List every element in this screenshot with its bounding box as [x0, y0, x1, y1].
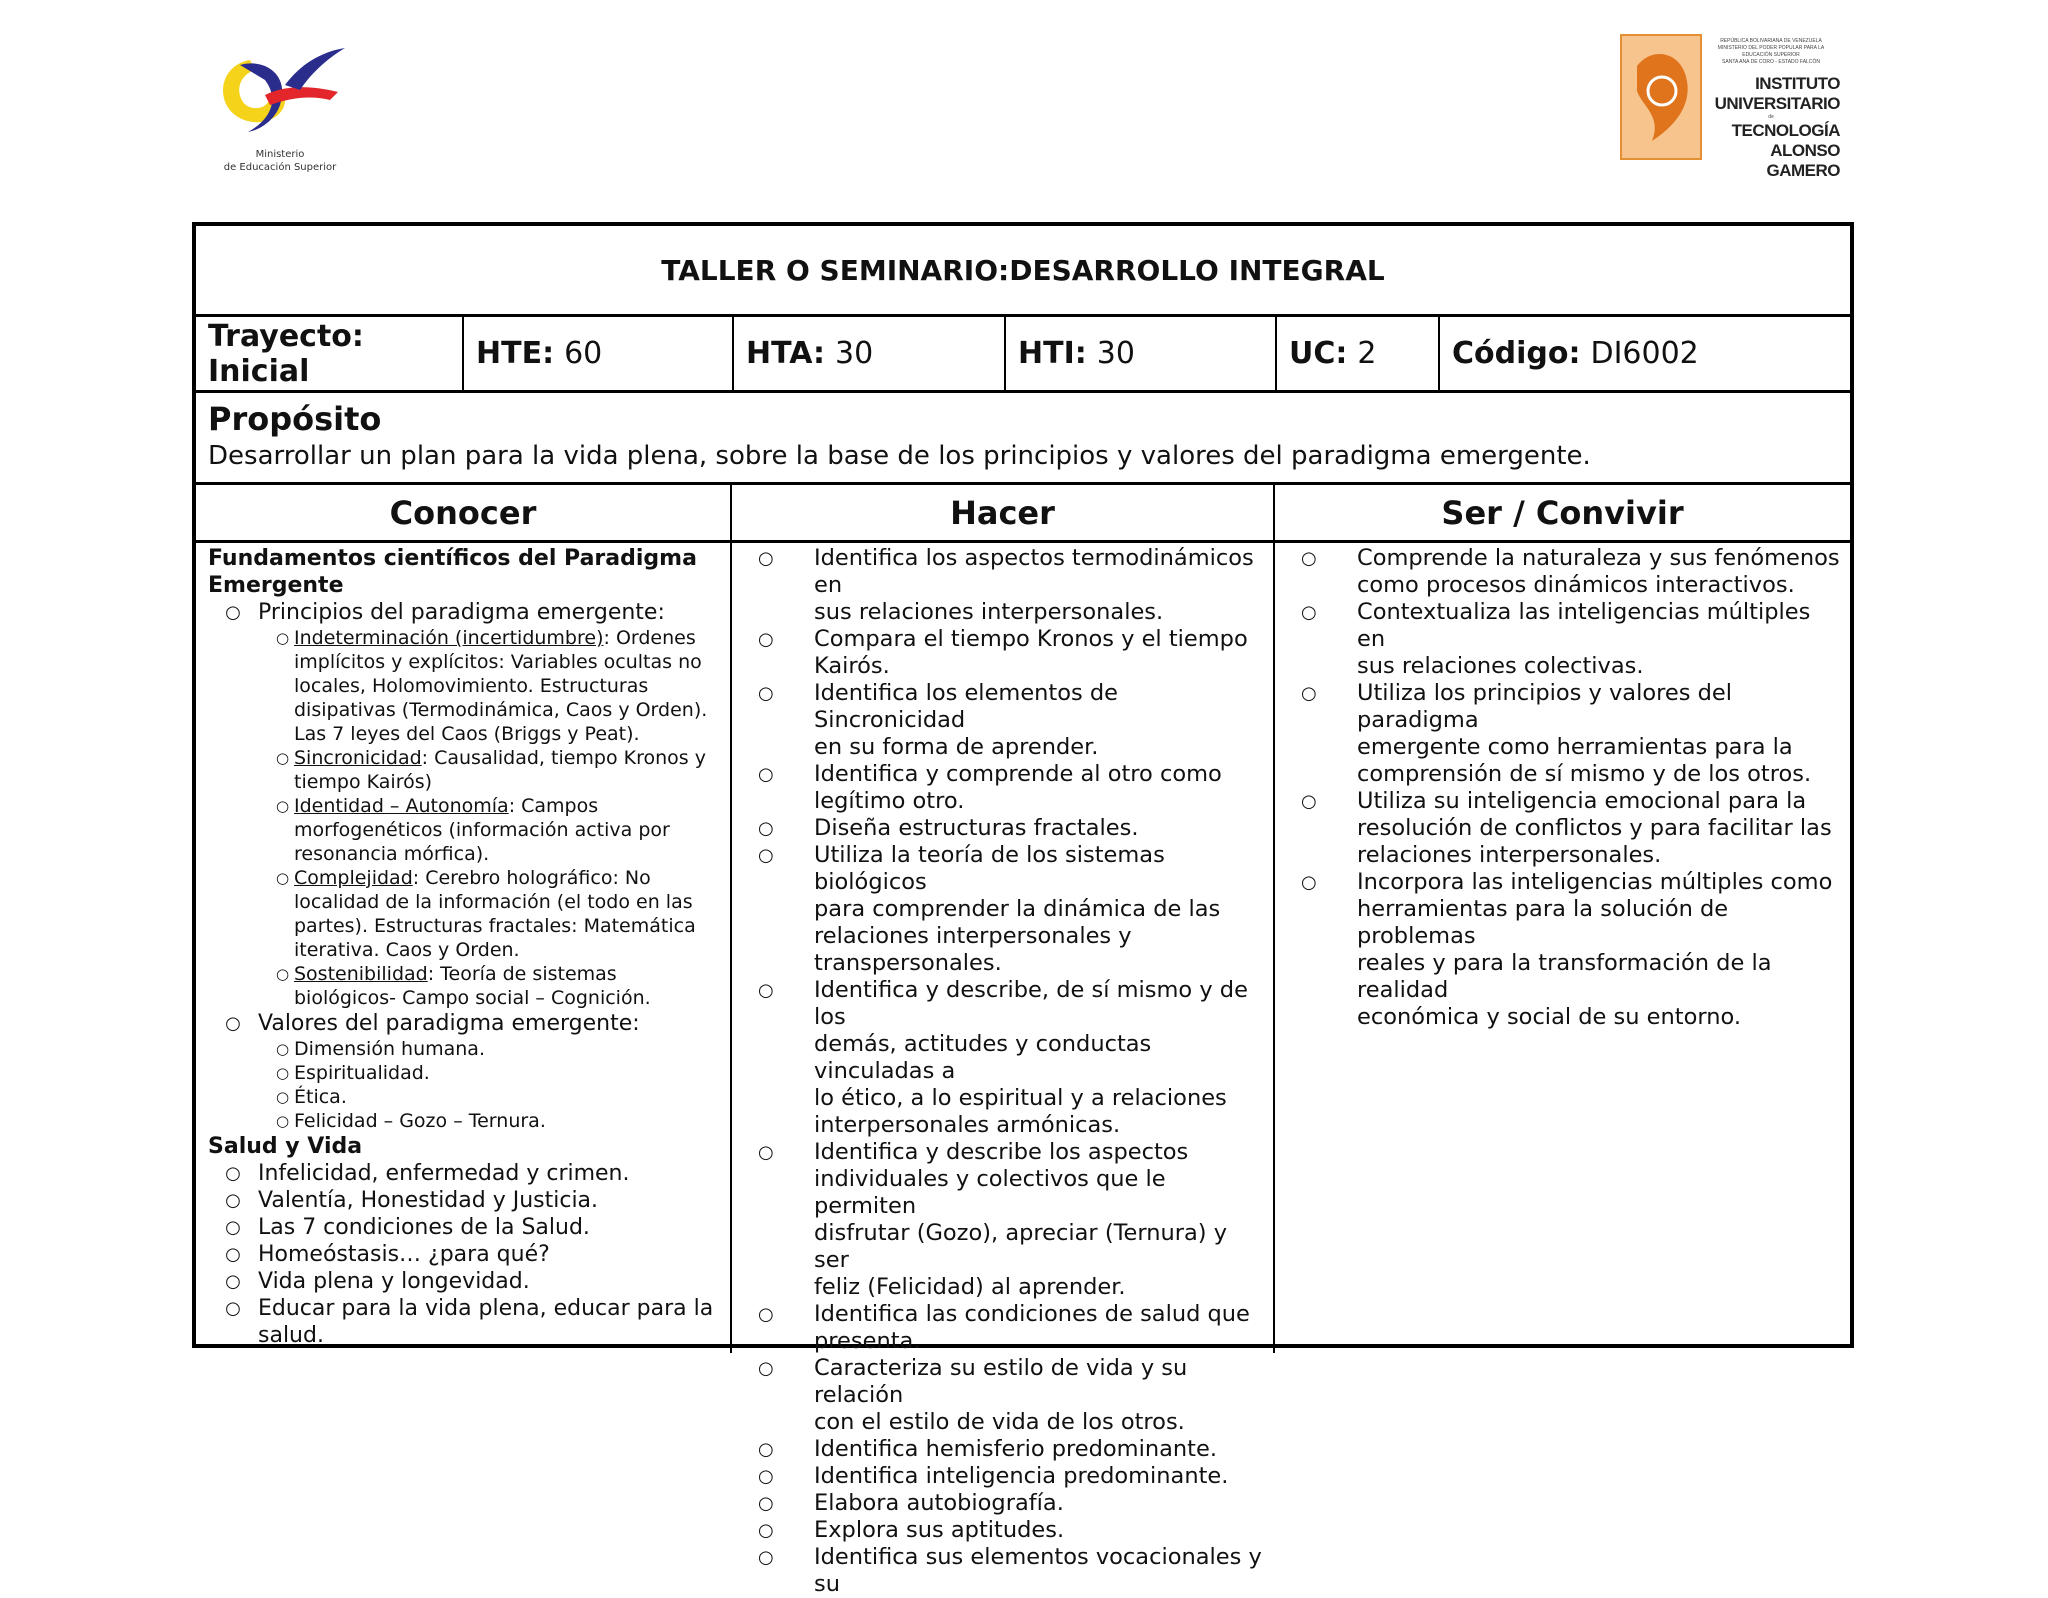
bullet-icon: ○	[225, 1244, 241, 1265]
instituto-logo	[1620, 34, 1840, 189]
ministerio-logo	[210, 40, 350, 185]
list-item	[744, 680, 1265, 761]
bullet-icon: ○	[758, 845, 774, 866]
bullet-icon: ○	[225, 602, 241, 623]
ministerio-emblem-icon	[210, 40, 350, 145]
list-item-text: Diseña estructuras fractales.	[814, 815, 1139, 841]
list-item: ○ Vida plena y longevidad.	[208, 1268, 722, 1295]
list-item-text: Identifica hemisferio predominante.	[814, 1436, 1217, 1462]
bullet-icon: ○	[225, 1013, 241, 1034]
list-item-text: Identifica los aspectos termodinámicos en sus relaciones interpersonales.	[814, 545, 1254, 625]
bullet-icon: ○	[758, 1493, 774, 1514]
section-heading: Fundamentos científicos del Paradigma	[208, 546, 697, 571]
list-item	[744, 761, 1265, 815]
list-item	[1287, 869, 1842, 1031]
sub-list-item: ○ Indeterminación (incertidumbre): Ordenes implícitos y explícitos: Variables ocultas no locales, Holomovimiento. Estructuras disipativas (Termodinámica, Caos y Orden). Las 7 leyes del Caos (Briggs y Peat).	[276, 627, 708, 745]
list-item	[744, 1301, 1265, 1355]
sub-list-item: ○ Complejidad: Cerebro holográfico: No localidad de la información (el todo en las partes). Estructuras fractales: Matemática iterativa. Caos y Orden.	[276, 867, 696, 961]
list-item: ○ Homeóstasis… ¿para qué?	[208, 1241, 722, 1268]
list-item	[1287, 599, 1842, 680]
bullet-icon: ○	[276, 749, 290, 767]
meta-hta: HTA: 30	[734, 317, 1006, 390]
sub-list-item: ○ Espiritualidad.	[276, 1062, 430, 1084]
bullet-icon: ○	[276, 1112, 290, 1130]
list-item	[744, 977, 1265, 1139]
list-item	[744, 1436, 1265, 1463]
section-heading: Salud y Vida	[208, 1134, 363, 1159]
list-item-text: Utiliza su inteligencia emocional para la resolución de conflictos y para facilitar las relaciones interpersonales.	[1357, 788, 1832, 868]
list-item: ○ Valentía, Honestidad y Justicia.	[208, 1187, 722, 1214]
list-item	[744, 815, 1265, 842]
list-item	[744, 1355, 1265, 1436]
meta-hte: HTE: 60	[464, 317, 734, 390]
list-item-text: Identifica y describe los aspectos individuales y colectivos que le permiten disfrutar (Gozo), apreciar (Ternura) y ser feliz (Felicidad) al aprender.	[814, 1139, 1228, 1300]
list-item-text: Identifica sus elementos vocacionales y su	[814, 1544, 1262, 1597]
bullet-icon: ○	[758, 1466, 774, 1487]
instituto-text: REPÚBLICA BOLIVARIANA DE VENEZUELA MINISTERIO DEL PODER POPULAR PARA LA EDUCACIÓN SUPERIOR SANTA ANA DE CORO - ESTADO FALCÓN INSTITUTO UNIVERSITARIO de TECNOLOGÍA ALONSO GAMERO	[1714, 38, 1840, 180]
bullet-icon: ○	[276, 1064, 290, 1082]
bullet-icon: ○	[1301, 602, 1317, 623]
list-item-text: Identifica y describe, de sí mismo y de los demás, actitudes y conductas vinculadas a lo ético, a lo espiritual y a relaciones interpersonales armónicas.	[814, 977, 1248, 1138]
list-item: ○ Educar para la vida plena, educar para la salud.	[208, 1295, 722, 1349]
list-item	[744, 1490, 1265, 1517]
bullet-icon: ○	[1301, 872, 1317, 893]
course-table	[192, 222, 1854, 1597]
bullet-icon: ○	[758, 548, 774, 569]
list-item	[1287, 680, 1842, 788]
instituto-emblem-icon	[1620, 34, 1702, 160]
content-row	[196, 543, 1850, 1597]
header-hacer: Hacer	[732, 485, 1275, 540]
proposito-text: Desarrollar un plan para la vida plena, sobre la base de los principios y valores del paradigma emergente.	[208, 441, 1591, 471]
header-ser-convivir: Ser / Convivir	[1441, 493, 1684, 532]
bullet-icon: ○	[276, 629, 290, 647]
bullet-icon: ○	[758, 629, 774, 650]
header-conocer: Conocer	[196, 485, 732, 540]
list-item-text: Identifica los elementos de Sincronicidad en su forma de aprender.	[814, 680, 1119, 760]
meta-hti: HTI: 30	[1006, 317, 1277, 390]
list-item	[744, 1463, 1265, 1490]
bullet-icon: ○	[225, 1217, 241, 1238]
list-item-text: Utiliza los principios y valores del paradigma emergente como herramientas para la comprensión de sí mismo y de los otros.	[1357, 680, 1812, 787]
list-item: ○ Valores del paradigma emergente:	[208, 1010, 722, 1037]
bullet-icon: ○	[225, 1163, 241, 1184]
list-item	[744, 1517, 1265, 1544]
list-item-text: Contextualiza las inteligencias múltiples en sus relaciones colectivas.	[1357, 599, 1811, 679]
bullet-icon: ○	[758, 683, 774, 704]
meta-codigo: Código: DI6002	[1452, 336, 1699, 371]
sub-list-item: ○ Identidad – Autonomía: Campos morfogenéticos (información activa por resonancia mórfica).	[276, 795, 670, 865]
section-heading: Emergente	[208, 573, 344, 598]
meta-row	[196, 317, 1850, 393]
list-item	[744, 842, 1265, 977]
sub-list-item: ○ Sincronicidad: Causalidad, tiempo Kronos y tiempo Kairós)	[276, 747, 706, 793]
bullet-icon: ○	[276, 797, 290, 815]
course-title: TALLER O SEMINARIO:DESARROLLO INTEGRAL	[196, 226, 1850, 317]
bullet-icon: ○	[758, 1358, 774, 1379]
bullet-icon: ○	[758, 764, 774, 785]
list-item-text: Caracteriza su estilo de vida y su relación con el estilo de vida de los otros.	[814, 1355, 1188, 1435]
bullet-icon: ○	[276, 1040, 290, 1058]
ser-convivir-column	[1275, 543, 1850, 1353]
list-item: ○ Las 7 condiciones de la Salud.	[208, 1214, 722, 1241]
meta-uc: UC: 2	[1277, 317, 1440, 390]
bullet-icon: ○	[276, 1088, 290, 1106]
list-item-text: Explora sus aptitudes.	[814, 1517, 1065, 1543]
list-item	[744, 545, 1265, 626]
sub-list-item: ○ Sostenibilidad: Teoría de sistemas biológicos- Campo social – Cognición.	[276, 963, 651, 1009]
list-item-text: Incorpora las inteligencias múltiples como herramientas para la solución de problemas reales y para la transformación de la realidad económica y social de su entorno.	[1357, 869, 1833, 1030]
list-item-text: Compara el tiempo Kronos y el tiempo Kairós.	[814, 626, 1248, 679]
bullet-icon: ○	[225, 1271, 241, 1292]
sub-list-item: ○ Dimensión humana.	[276, 1038, 485, 1060]
list-item	[1287, 788, 1842, 869]
list-item-text: Comprende la naturaleza y sus fenómenos como procesos dinámicos interactivos.	[1357, 545, 1840, 598]
list-item-text: Identifica las condiciones de salud que presenta.	[814, 1301, 1250, 1354]
bullet-icon: ○	[758, 1439, 774, 1460]
bullet-icon: ○	[758, 1520, 774, 1541]
bullet-icon: ○	[276, 965, 290, 983]
list-item-text: Identifica y comprende al otro como legítimo otro.	[814, 761, 1222, 814]
bullet-icon: ○	[1301, 548, 1317, 569]
proposito-section	[196, 393, 1850, 485]
ministerio-caption: Ministerio de Educación Superior	[223, 149, 337, 173]
proposito-title: Propósito	[208, 400, 382, 438]
bullet-icon: ○	[758, 818, 774, 839]
hacer-column	[732, 543, 1275, 1597]
bullet-icon: ○	[276, 869, 290, 887]
sub-list-item: ○ Felicidad – Gozo – Ternura.	[276, 1110, 546, 1132]
bullet-icon: ○	[758, 1547, 774, 1568]
list-item: ○ Principios del paradigma emergente:	[208, 599, 722, 626]
bullet-icon: ○	[1301, 791, 1317, 812]
bullet-icon: ○	[225, 1298, 241, 1319]
column-headers	[196, 485, 1850, 543]
list-item	[744, 1544, 1265, 1598]
list-item	[744, 1139, 1265, 1301]
list-item-text: Elabora autobiografía.	[814, 1490, 1064, 1516]
list-item	[1287, 545, 1842, 599]
bullet-icon: ○	[225, 1190, 241, 1211]
list-item: ○ Infelicidad, enfermedad y crimen.	[208, 1160, 722, 1187]
list-item-text: Identifica inteligencia predominante.	[814, 1463, 1229, 1489]
sub-list-item: ○ Ética.	[276, 1086, 347, 1108]
bullet-icon: ○	[758, 980, 774, 1001]
bullet-icon: ○	[1301, 683, 1317, 704]
list-item-text: Utiliza la teoría de los sistemas biológicos para comprender la dinámica de las relaciones interpersonales y transpersonales.	[814, 842, 1221, 976]
bullet-icon: ○	[758, 1142, 774, 1163]
conocer-column	[196, 543, 732, 1353]
list-item	[744, 626, 1265, 680]
meta-trayecto: Trayecto: Inicial	[196, 317, 464, 390]
bullet-icon: ○	[758, 1304, 774, 1325]
